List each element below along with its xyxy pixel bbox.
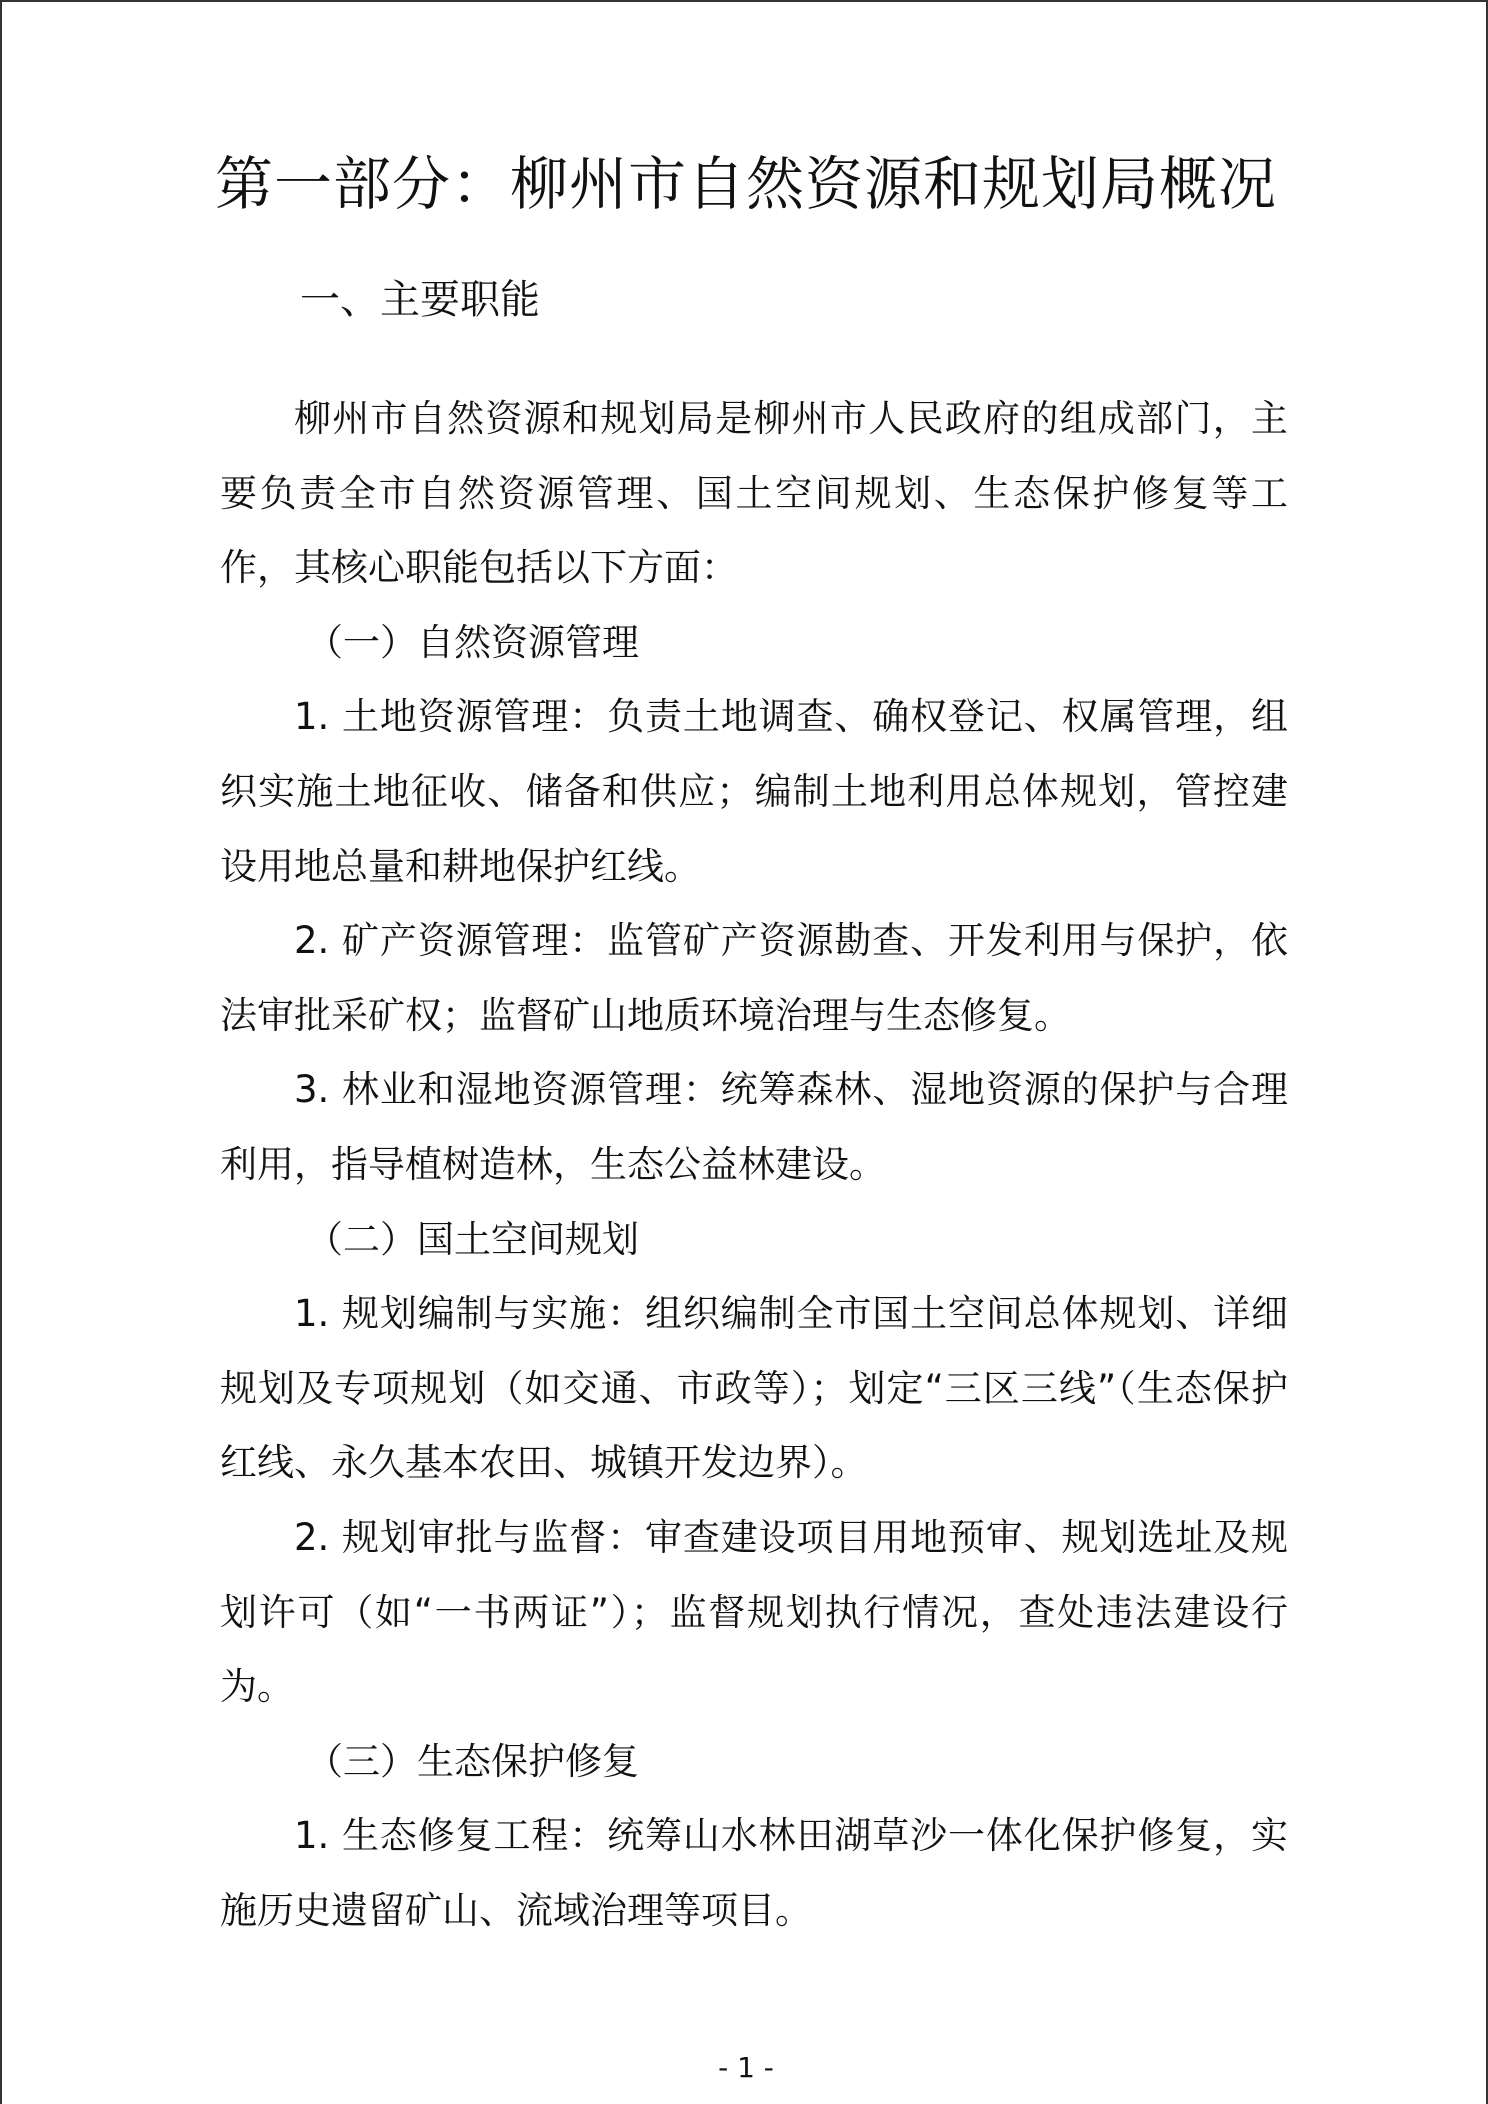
paragraph-forestry-wetland: 3. 林业和湿地资源管理：统筹森林、湿地资源的保护与合理利用，指导植树造林，生态公益林建设。 — [220, 1068, 1288, 1186]
paragraph-mineral-resources: 2. 矿产资源管理：监管矿产资源勘查、开发利用与保护，依法审批采矿权；监督矿山地质环境治理与生态修复。 — [220, 919, 1288, 1037]
paragraph-planning-approval: 2. 规划审批与监督：审查建设项目用地预审、规划选址及规划许可（如“一书两证”）；监督规划执行情况，查处违法建设行为。 — [220, 1515, 1288, 1709]
section-heading: 一、主要职能 — [300, 277, 540, 323]
subheading-ecological-restoration: （三）生态保护修复 — [306, 1739, 639, 1783]
page-title: 第一部分：柳州市自然资源和规划局概况 — [214, 150, 1277, 218]
paragraph-planning-compilation: 1. 规划编制与实施：组织编制全市国土空间总体规划、详细规划及专项规划（如交通、市政等）；划定“三区三线”（生态保护红线、永久基本农田、城镇开发边界）。 — [220, 1292, 1288, 1485]
paragraph-restoration-projects: 1. 生态修复工程：统筹山水林田湖草沙一体化保护修复，实施历史遗留矿山、流域治理等项目。 — [220, 1814, 1288, 1932]
page-number: - 1 - — [718, 2051, 774, 2084]
intro-paragraph: 柳州市自然资源和规划局是柳州市人民政府的组成部门，主要负责全市自然资源管理、国土空间规划、生态保护修复等工作，其核心职能包括以下方面： — [220, 397, 1288, 590]
document-body — [220, 382, 1288, 1948]
subheading-natural-resources: （一）自然资源管理 — [306, 620, 639, 664]
subheading-spatial-planning: （二）国土空间规划 — [306, 1217, 639, 1261]
paragraph-land-resources: 1. 土地资源管理：负责土地调查、确权登记、权属管理，组织实施土地征收、储备和供应；编制土地利用总体规划，管控建设用地总量和耕地保护红线。 — [220, 695, 1288, 888]
